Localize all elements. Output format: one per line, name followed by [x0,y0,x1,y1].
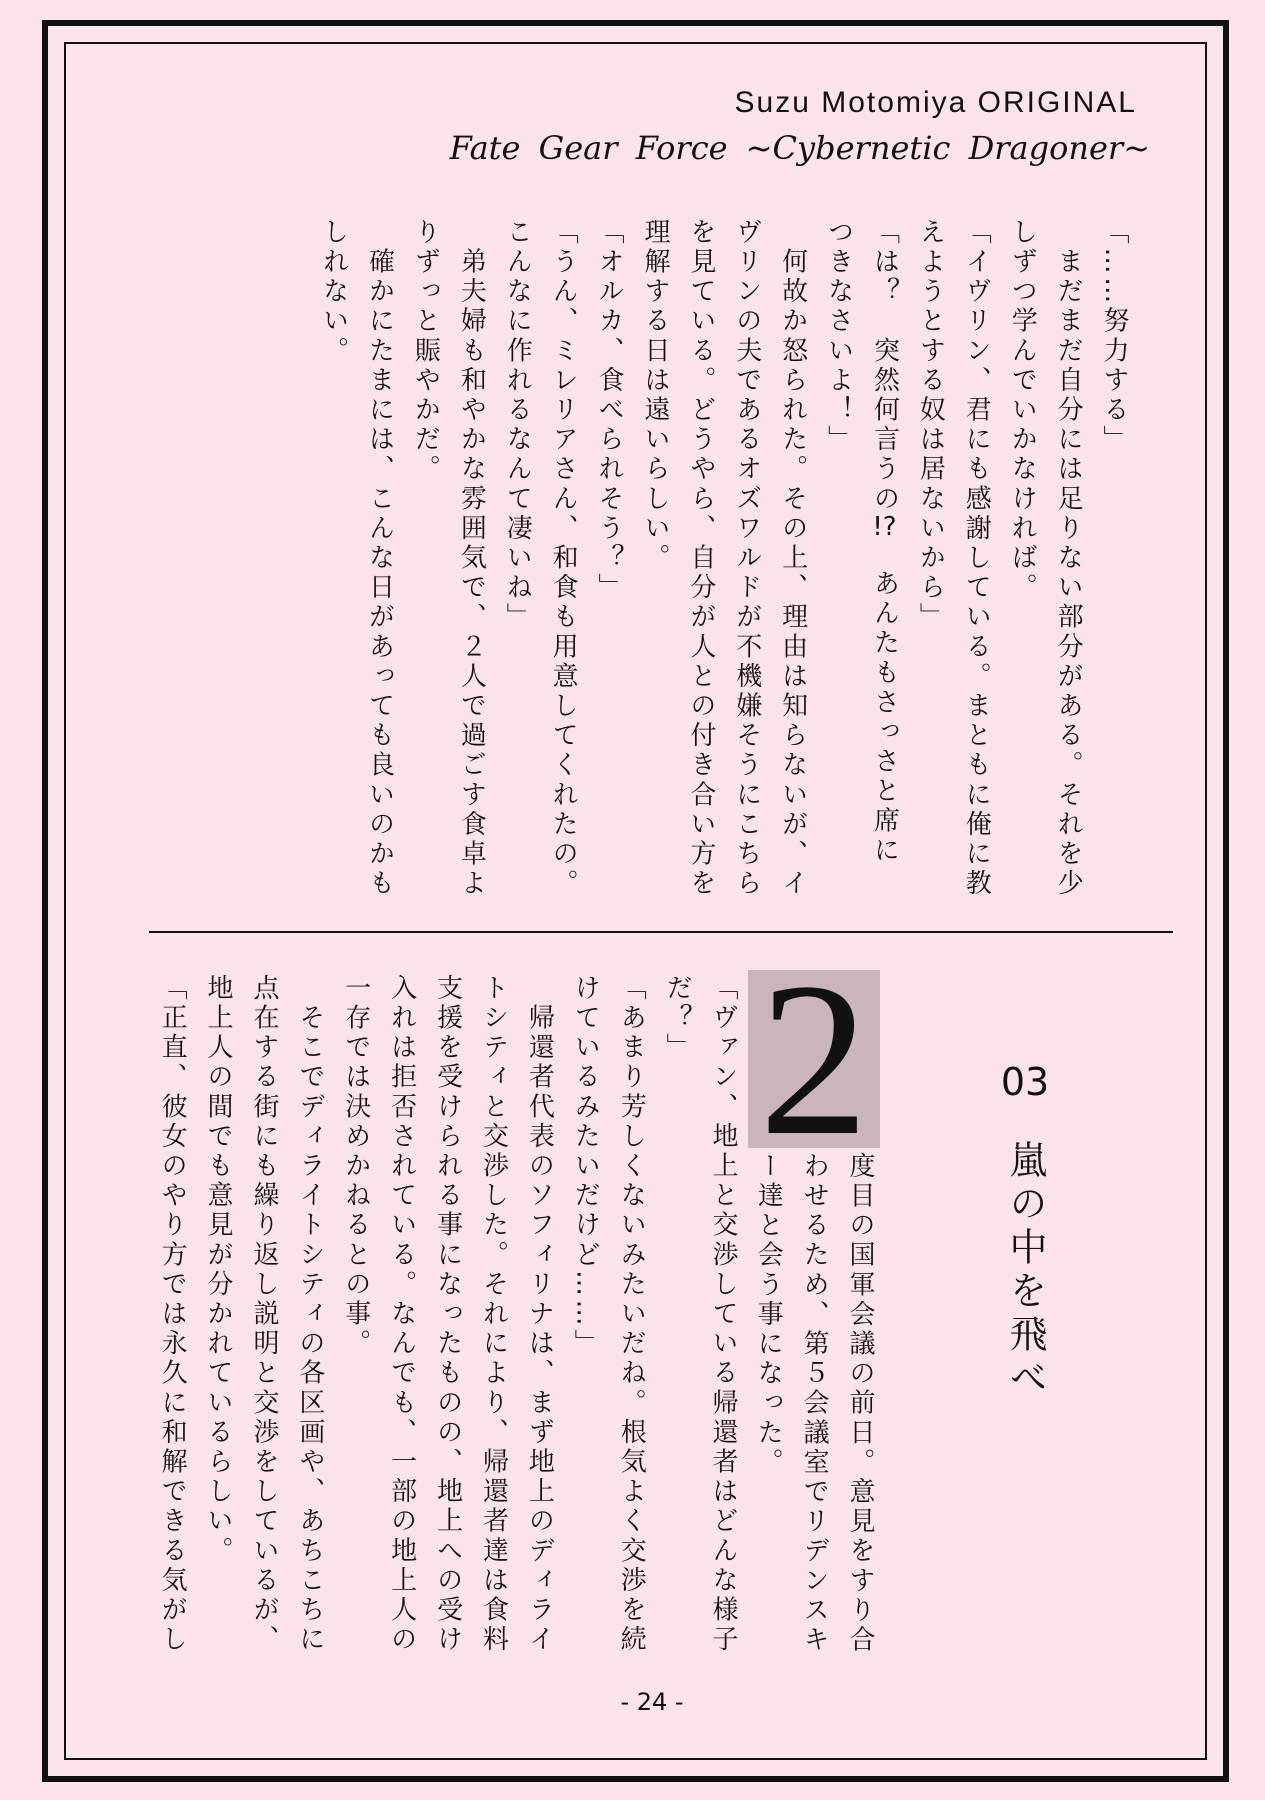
text-column: しずつ学んでいかなければ。 [1007,218,1038,603]
text-column: 帰還者代表のソフィリナは、まず地上のディライ [524,974,555,1655]
text-column: を見ている。どうやら、自分が人との付き合い方を [685,218,716,899]
text-column: えようとする奴は居ないから」 [915,218,946,633]
text-column: ヴリンの夫であるオズワルドが不機嫌そうにこちら [731,218,762,899]
page-number: - 24 - [620,1688,684,1716]
text-column: 理解する日は遠いらしい。 [639,218,670,574]
drop-cap-digit: 2 [759,970,869,1148]
text-column: まだまだ自分には足りない部分がある。それを少 [1053,218,1084,899]
chapter-title: 嵐の中を飛べ [1003,1140,1047,1401]
text-column: 入れは拒否されている。なんでも、一部の地上人の [386,974,417,1655]
chapter-number: 03 [1000,1060,1050,1104]
text-column: 「オルカ、食べられそう？」 [594,218,625,603]
section-divider [149,931,1173,933]
text-column: 点在する街にも繰り返し説明と交渉をしているが、 [248,974,279,1655]
text-column: りずっと賑やかだ。 [410,218,441,485]
text-column: 「ヴァン、地上と交渉している帰還者はどんな様子 [708,974,738,1655]
drop-cap-box [748,970,880,1148]
text-column: 支援を受けられる事になったものの、地上への受け [432,974,463,1655]
text-column: そこでディライトシティの各区画や、あちこちに [294,974,325,1655]
lower-text-block [148,974,745,1658]
text-column: 何故か怒られた。その上、理由は知らないが、イ [777,218,808,899]
text-column: 一存では決めかねるとの事。 [340,974,371,1359]
text-column: 「正直、彼女のやり方では永久に和解できる気がし [157,974,188,1655]
text-column: 「イヴリン、君にも感謝している。まともに俺に教 [961,218,992,899]
tate-chu-yoko: !? [872,514,897,540]
text-column: こんなに作れるなんて凄いね」 [502,218,533,633]
text-column: 「……努力する」 [1099,218,1129,455]
text-column: 「は？ 突然何言うの!? あんたもさっさと席に [869,218,900,866]
text-column: だ？」 [662,974,693,1063]
text-column: けているみたいだけど……」 [570,974,601,1359]
lower-text-block-beside-drop-cap [744,1152,882,1660]
author-line: Suzu Motomiya ORIGINAL [734,86,1137,119]
text-column: わせるため、第５会議室でリデンスキ [799,1152,830,1656]
text-column: しれない。 [318,218,349,366]
text-column: つきなさいよ！」 [823,218,854,455]
text-column: 確かにたまには、こんな日があっても良いのかも [364,218,395,899]
text-column: 度目の国軍会議の前日。意見をすり合 [845,1152,875,1656]
text-column: トシティと交渉した。それにより、帰還者達は食料 [478,974,509,1655]
text-column: 弟夫婦も和やかな雰囲気で、２人で過ごす食卓よ [456,218,487,899]
text-column: 地上人の間でも意見が分かれているらしい。 [203,974,234,1566]
text-column: 「あまり芳しくないみたいだね。根気よく交渉を続 [616,974,647,1655]
text-column: 「うん、ミレリアさん、和食も用意してくれたの。 [548,218,579,899]
series-title: Fate Gear Force ~Cybernetic Dragoner~ [449,129,1150,167]
upper-text-block [310,218,1136,902]
text-column: ー達と会う事になった。 [753,1152,784,1478]
